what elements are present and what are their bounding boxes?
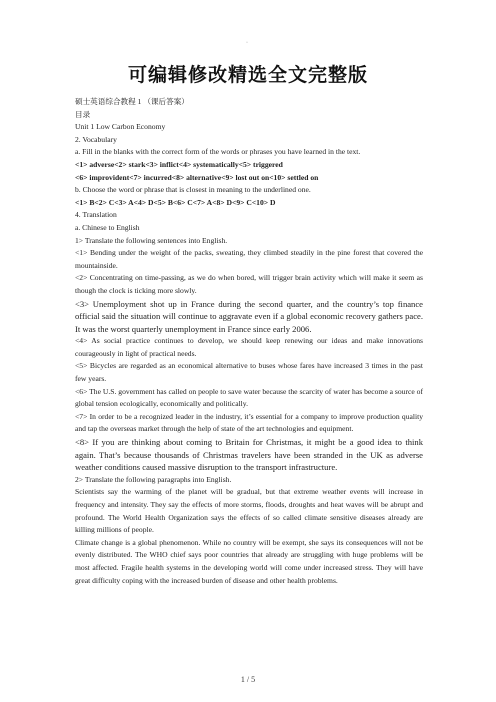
text-line: Scientists say the warming of the planet will be gradual, but that extreme weather events will increase in frequency and intensity. They say the effects of more storms, floods, droughts and heat waves will be abrupt and profound. The World Health Organization says the effects of so called climate sensitive diseases already are killing millions of people. <box>75 487 423 535</box>
text-line: 目录 <box>75 109 91 119</box>
text-line: 硕士英语综合教程 1 （课后答案） <box>75 97 189 106</box>
text-line: <2> Concentrating on time-passing, as we do when bored, will trigger brain activity which will make it seem as though the clock is ticking more slowly. <box>75 273 423 295</box>
text-line: b. Choose the word or phrase that is closest in meaning to the underlined one. <box>75 185 311 195</box>
banner-title: 可编辑修改精选全文完整版 <box>127 64 368 86</box>
page-number: 1 / 5 <box>240 675 256 684</box>
text-line: 4. Translation <box>75 210 117 220</box>
text-line: <8> If you are thinking about coming to Britain for Christmas, it might be a good idea to think again. That’s because thousands of Christmas travelers have been stranded in the UK as adverse weather conditions caused massive disruption to the transport infrastructure. <box>75 437 423 473</box>
text-line: <7> In order to be a recognized leader in the industry, it’s essential for a company to improve production quality and tap the overseas market through the help of state of the art technologies and equipment. <box>75 411 423 434</box>
text-line: 1> Translate the following sentences into English. <box>75 235 228 245</box>
text-line: Climate change is a global phenomenon. While no country will be exempt, she says its consequences will not be evenly distributed. The WHO chief says poor countries that already are struggling with huge problems will be most affected. Fragile health systems in the developing world will come under increased stress. They will have great difficulty coping with the increased burden of disease and other health problems. <box>75 537 423 585</box>
document-body <box>75 96 423 587</box>
text-line: 2. Vocabulary <box>75 134 117 144</box>
text-line: <5> Bicycles are regarded as an economical alternative to buses whose fares have increased 3 times in the past few years. <box>75 361 423 384</box>
text-line: a. Chinese to English <box>75 222 140 232</box>
text-line: <1> Bending under the weight of the packs, sweating, they climbed steadily in the pine forest that covered the mountainside. <box>75 248 423 270</box>
text-line: <1> B<2> C<3> A<4> D<5> B<6> C<7> A<8> D<9> C<10> D <box>75 197 276 207</box>
text-line: <4> As social practice continues to develop, we should keep renewing our ideas and make innovations courageously in light of practical needs. <box>75 336 423 358</box>
text-line: <6> The U.S. government has called on people to save water because the scarcity of water has become a source of global tension ecologically, economically and politically. <box>75 386 423 409</box>
text-line: a. Fill in the blanks with the correct form of the words or phrases you have learned in the text. <box>75 147 361 157</box>
text-line: Unit 1 Low Carbon Economy <box>75 122 166 132</box>
text-line: <1> adverse<2> stark<3> inflict<4> systematically<5> triggered <box>75 159 283 169</box>
text-line: <3> Unemployment shot up in France during the second quarter, and the country’s top finance official said the situation will continue to aggravate even if a global economic recovery gathers pace. It was the worst quarterly unemployment in France since early 2006. <box>75 298 423 334</box>
text-line: <6> improvident<7> incurred<8> alternative<9> lost out on<10> settled on <box>75 172 319 182</box>
header-dot: · <box>246 40 248 46</box>
text-line: 2> Translate the following paragraphs into English. <box>75 474 232 484</box>
